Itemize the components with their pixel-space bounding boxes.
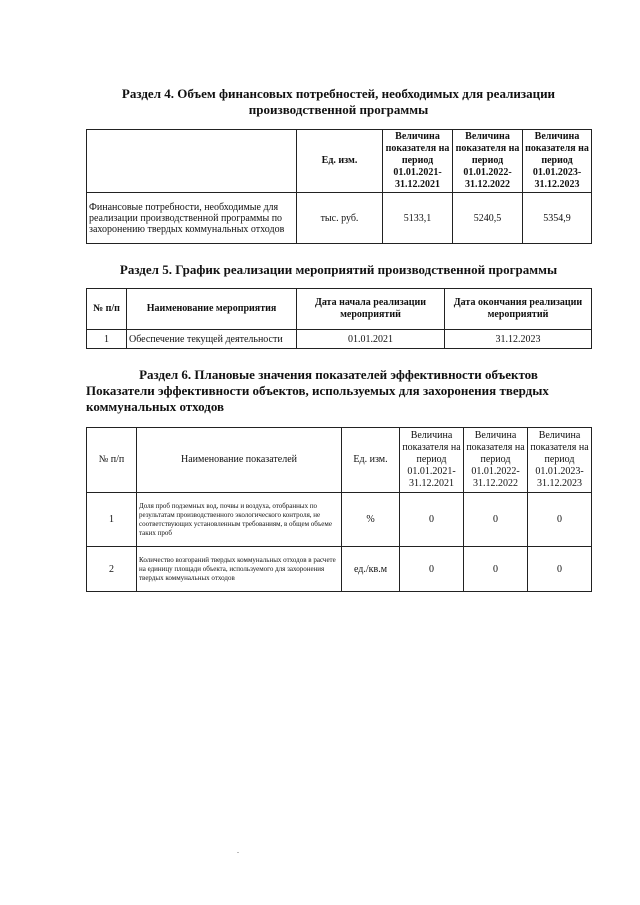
section6-heading-line2: Показатели эффективности объектов, используемых для захоронения твердых [86, 383, 549, 398]
financial-needs-table [86, 129, 592, 244]
indicator-name-cell: Количество возгораний твердых коммунальных отходов в расчете на единицу площади объекта, используемого для захоронения твердых коммунальных отходов [137, 547, 342, 592]
row-number-cell: 2 [87, 547, 137, 592]
header-cell: Величина показателя на период 01.01.2021-31.12.2021 [383, 130, 453, 193]
header-cell: Величина показателя на период 01.01.2022-31.12.2022 [464, 428, 528, 493]
table-row [87, 547, 592, 592]
section4-heading-line1: Раздел 4. Объем финансовых потребностей, необходимых для реализации [121, 86, 556, 101]
value-cell: 5240,5 [453, 193, 523, 244]
activities-schedule-table [86, 288, 592, 349]
end-date-cell: 31.12.2023 [445, 330, 592, 349]
unit-cell: тыс. руб. [297, 193, 383, 244]
activity-name-cell: Обеспечение текущей деятельности [127, 330, 297, 349]
row-number-cell: 1 [87, 493, 137, 547]
section5-heading-text: Раздел 5. График реализации мероприятий производственной программы [119, 262, 558, 277]
table-row [87, 330, 592, 349]
section4-heading [86, 86, 591, 118]
scan-speck [237, 852, 239, 853]
table-header-row [87, 130, 592, 193]
header-cell: Величина показателя на период 01.01.2023-31.12.2023 [528, 428, 592, 493]
table-header-row [87, 289, 592, 330]
unit-cell: ед./кв.м [342, 547, 400, 592]
indicator-name-cell: Финансовые потребности, необходимые для реализации производственной программы по захоронению твердых коммунальных отходов [87, 193, 297, 244]
value-cell: 0 [400, 493, 464, 547]
header-cell: Величина показателя на период 01.01.2022-31.12.2022 [453, 130, 523, 193]
row-number-cell: 1 [87, 330, 127, 349]
header-cell: Наименование мероприятия [127, 289, 297, 330]
table-row [87, 493, 592, 547]
unit-cell: % [342, 493, 400, 547]
header-cell: № п/п [87, 289, 127, 330]
value-cell: 0 [464, 493, 528, 547]
header-cell: Ед. изм. [297, 130, 383, 193]
header-cell: Величина показателя на период 01.01.2021-31.12.2021 [400, 428, 464, 493]
header-cell [87, 130, 297, 193]
start-date-cell: 01.01.2021 [297, 330, 445, 349]
value-cell: 0 [464, 547, 528, 592]
value-cell: 0 [528, 493, 592, 547]
section6-heading [86, 367, 591, 415]
value-cell: 0 [528, 547, 592, 592]
value-cell: 5354,9 [523, 193, 592, 244]
section6-heading-line3: коммунальных отходов [86, 399, 225, 414]
header-cell: Ед. изм. [342, 428, 400, 493]
section6-heading-line1: Раздел 6. Плановые значения показателей эффективности объектов [139, 367, 538, 382]
section5-heading [86, 262, 591, 278]
indicator-name-cell: Доля проб подземных вод, почвы и воздуха, отобранных по результатам производственного экологического контроля, не соответствующих установленным требованиям, в общем объеме таких проб [137, 493, 342, 547]
value-cell: 0 [400, 547, 464, 592]
efficiency-indicators-table [86, 427, 592, 592]
table-header-row [87, 428, 592, 493]
table-row [87, 193, 592, 244]
header-cell: Дата окончания реализации мероприятий [445, 289, 592, 330]
section4-heading-line2: производственной программы [248, 102, 429, 117]
value-cell: 5133,1 [383, 193, 453, 244]
header-cell: № п/п [87, 428, 137, 493]
header-cell: Наименование показателей [137, 428, 342, 493]
header-cell: Величина показателя на период 01.01.2023-31.12.2023 [523, 130, 592, 193]
header-cell: Дата начала реализации мероприятий [297, 289, 445, 330]
